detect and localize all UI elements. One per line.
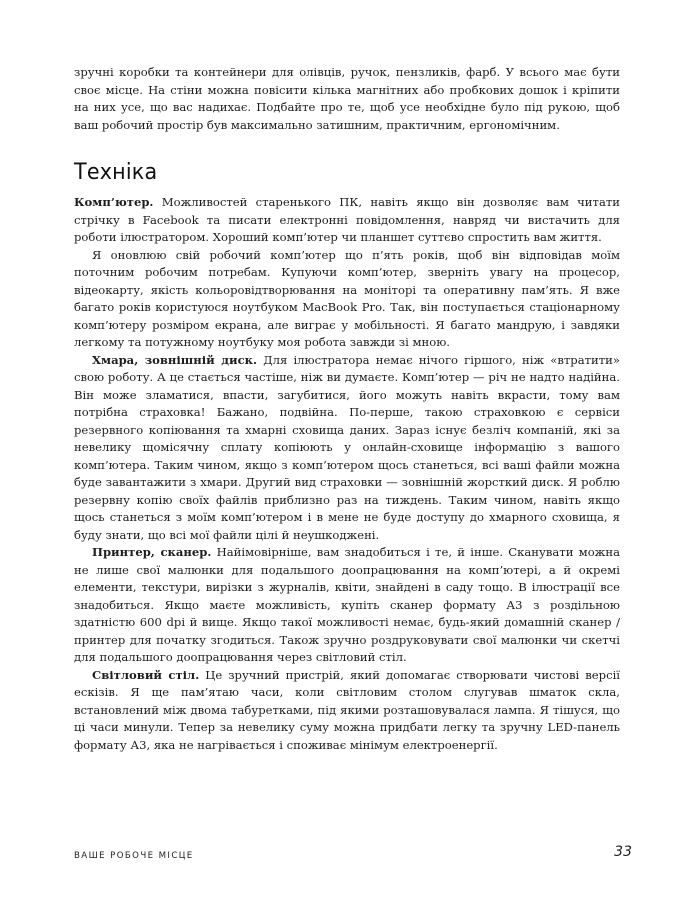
term-printer: Принтер, сканер. bbox=[92, 545, 212, 559]
paragraph-text: Можливостей старенького ПК, навіть якщо він дозволяє вам читати стрічку в Facebook та писати електронні повідомлення, навряд чи вистачить для роботи ілюстратором. Хороший комп’ютер чи планшет суттєво спростить вам життя. bbox=[74, 195, 620, 244]
page-number: 33 bbox=[614, 844, 632, 860]
intro-paragraph: зручні коробки та контейнери для олівців, ручок, пензликів, фарб. У всього має бути своє місце. На стіни можна повісити кілька магнітних або пробкових дошок і кріпити на них усе, що вас надихає. Подбайте про те, щоб усе необхідне було під рукою, щоб ваш робочий простір був максимально затишним, практичним, ергономічним. bbox=[74, 65, 620, 132]
term-cloud: Хмара, зовнішній диск. bbox=[92, 352, 258, 367]
intro-text bbox=[74, 64, 620, 134]
paragraph-computer bbox=[74, 194, 620, 247]
paragraph-cloud bbox=[74, 352, 620, 545]
paragraph-upgrade bbox=[74, 247, 620, 352]
running-footer-title: ВАШЕ РОБОЧЕ МІСЦЕ bbox=[74, 851, 194, 861]
paragraph-lightbox bbox=[74, 667, 620, 755]
paragraph-text: Це зручний пристрій, який допомагає створювати чистові версії ескізів. Я ще пам’ятаю часи, коли світловим столом слугував шматок скла, встановлений між двома табуретками, під якими розташовувалася лампа. Я тішуся, що ці часи минули. Тепер за невелику суму можна придбати легку та зручну LED-панель формату А3, яка не нагрівається і споживає мінімум електроенергії. bbox=[74, 667, 620, 752]
section-body bbox=[74, 194, 620, 754]
term-computer: Комп’ютер. bbox=[74, 195, 154, 209]
section-heading: Техніка bbox=[74, 160, 158, 185]
paragraph-text: Для ілюстратора немає нічого гіршого, ніж «втратити» свою роботу. А це стається частіше, ніж ви думаєте. Комп’ютер — річ не надто надійна. Він може зламатися, впасти, загубитися, його можуть навіть вкрасти, тому вам потрібна страховка! Бажано, подвійна. По-перше, такою страховкою є сервіси резервного копіювання та хмарні сховища даних. Зараз існує безліч компаній, які за невелику щомісячну сплату копіюють у онлайн-сховище інформацію з вашого комп’ютера. Таким чином, якщо з комп’ютером щось станеться, всі ваші файли можна буде завантажити з хмари. Другий вид страховки — зовнішній жорсткий диск. Я роблю резервну копію своїх файлів приблизно раз на тиждень. Таким чином, навіть якщо щось станеться з моїм комп’ютером і в мене не буде доступу до хмарного сховища, я буду знати, що всі мої файли цілі й неушкоджені. bbox=[74, 352, 620, 542]
paragraph-text: Я оновлюю свій робочий комп’ютер що п’ять років, щоб він відповідав моїм поточним робочим потребам. Купуючи комп’ютер, зверніть увагу на процесор, відеокарту, якість кольоровідтворювання на моніторі та оперативну пам’ять. Я вже багато років користуюся ноутбуком MacBook Pro. Так, він поступається стаціонарному комп’ютеру розміром екрана, але виграє у мобільності. Я багато мандрую, і завдяки легкому та потужному ноутбуку моя робота завжди зі мною. bbox=[74, 247, 620, 349]
paragraph-text: Найімовірніше, вам знадобиться і те, й інше. Сканувати можна не лише свої малюнки для подальшого доопрацювання на комп’ютері, а й окремі елементи, текстури, вирізки з журналів, квіти, знайдені в саду тощо. В ілюстрації все знадобиться. Якщо маєте можливість, купіть сканер формату А3 з роздільною здатністю 600 dpi й вище. Якщо такої можливості немає, будь-який домашній сканер / принтер для початку згодиться. Також зручно роздруковувати свої малюнки чи скетчі для подальшого доопрацювання через світловий стіл. bbox=[74, 545, 620, 664]
paragraph-printer bbox=[74, 544, 620, 667]
term-lightbox: Світловий стіл. bbox=[92, 667, 200, 682]
